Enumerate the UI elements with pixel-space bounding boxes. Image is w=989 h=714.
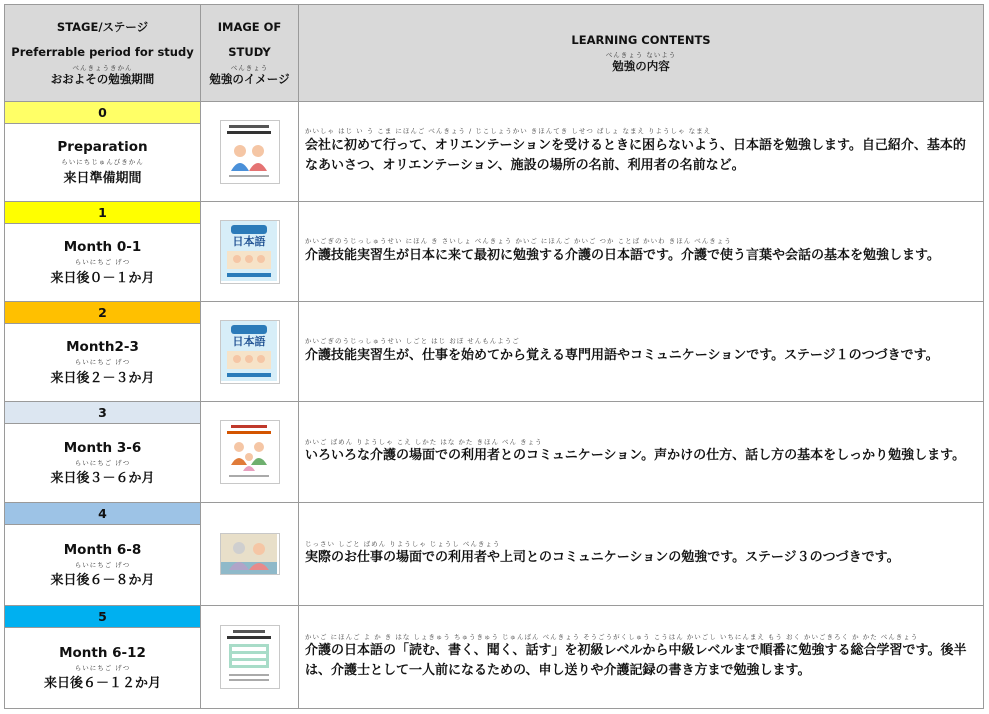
header-image-title-1: IMAGE OF xyxy=(217,19,282,34)
stage-number: 1 xyxy=(5,202,201,224)
communication-textbook-icon xyxy=(220,420,280,484)
stage-image-cell xyxy=(201,402,299,503)
header-stage-period-jp: おおよその勉強期間 xyxy=(50,71,155,86)
content-furigana: かいご ばめん りようしゃ こえ しかた はな かた きほん べん きょう xyxy=(305,437,543,446)
stage-image-cell xyxy=(201,302,299,402)
period-english: Month 0-1 xyxy=(63,239,142,256)
stage-period xyxy=(5,525,201,606)
period-furigana: らいにちご げつ xyxy=(74,358,131,367)
period-english: Month2-3 xyxy=(66,339,139,356)
stage-row xyxy=(5,503,984,525)
stage-number: 0 xyxy=(5,102,201,124)
stage-image-cell xyxy=(201,202,299,302)
svg-text:日本語: 日本語 xyxy=(232,334,265,348)
content-text: 介護の日本語の「読む、書く、聞く、話す」を初級レベルから中級レベルまで順番に勉強する総合学習です。後半は、介護士として一人前になるための、申し送りや介護記録の書き方まで勉強します。 xyxy=(305,643,967,679)
period-japanese: 来日後２－３か月 xyxy=(50,370,155,386)
header-content-title: LEARNING CONTENTS xyxy=(571,32,711,47)
kaigo-nihongo-book-icon xyxy=(220,320,280,384)
textbook-cover-icon xyxy=(220,120,280,184)
period-japanese: 来日準備期間 xyxy=(63,170,142,186)
period-furigana: らいにちご げつ xyxy=(74,663,131,672)
header-image-jp: 勉強のイメージ xyxy=(209,71,290,86)
stage-content-cell xyxy=(299,503,984,606)
stage-number: 3 xyxy=(5,402,201,424)
stage-number: 5 xyxy=(5,606,201,628)
stage-content-cell xyxy=(299,302,984,402)
stage-content-cell xyxy=(299,402,984,503)
stage-period xyxy=(5,424,201,503)
period-english: Month 3-6 xyxy=(63,439,142,456)
header-image-title-2: STUDY xyxy=(228,45,271,60)
stage-number: 4 xyxy=(5,503,201,525)
content-furigana: かいごぎのうじっしゅうせい しごと はじ おぼ せんもんようご xyxy=(305,337,520,346)
period-furigana: らいにちご げつ xyxy=(74,458,131,467)
period-furigana: らいにちご げつ xyxy=(74,560,131,569)
period-furigana: らいにちご げつ xyxy=(74,258,131,267)
period-english: Preparation xyxy=(57,139,148,156)
header-content xyxy=(299,5,984,102)
period-english: Month 6-12 xyxy=(59,644,146,661)
svg-text:日本語: 日本語 xyxy=(232,234,265,248)
period-japanese: 来日後３－６か月 xyxy=(50,471,155,487)
stage-period xyxy=(5,628,201,709)
stage-number: 2 xyxy=(5,302,201,324)
header-stage xyxy=(5,5,201,102)
content-furigana: かいご にほんご よ か き はな しょきゅう ちゅうきゅう じゅんばん べんきょう そうごうがくしゅう こうはん かいごし いちにんまえ もう おく かいごきろく か かた べんきょう xyxy=(305,632,919,641)
header-image xyxy=(201,5,299,102)
course-textbook-icon xyxy=(220,625,280,689)
stage-row xyxy=(5,202,984,224)
stage-row xyxy=(5,402,984,424)
period-english: Month 6-8 xyxy=(63,541,142,558)
header-stage-title: STAGE/ステージ xyxy=(56,19,149,34)
header-stage-period-ruby: べんきょうきかん xyxy=(72,63,133,72)
stage-image-cell xyxy=(201,503,299,606)
table-header-row xyxy=(5,5,984,102)
content-text: 実際のお仕事の場面での利用者や上司とのコミュニケーションの勉強です。ステージ３のつづきです。 xyxy=(305,550,900,566)
content-furigana: じっさい しごと ばめん りようしゃ じょうし べんきょう xyxy=(305,539,501,548)
period-furigana: らいにちじゅんびきかん xyxy=(61,158,144,167)
content-text: いろいろな介護の場面での利用者とのコミュニケーション。声かけの仕方、話し方の基本をしっかり勉強します。 xyxy=(305,448,966,464)
content-text: 会社に初めて行って、オリエンテーションを受けるときに困らないよう、日本語を勉強します。自己紹介、基本的なあいさつ、オリエンテーション、施設の場所の名前、利用者の名前など。 xyxy=(305,137,966,173)
stage-image-cell xyxy=(201,102,299,202)
content-furigana: かいごぎのうじっしゅうせい にほん き さいしょ べんきょう かいご にほんご かいご つか ことば かいわ きほん べんきょう xyxy=(305,237,732,246)
period-japanese: 来日後６－８か月 xyxy=(50,573,155,589)
stage-period xyxy=(5,224,201,302)
stage-row xyxy=(5,302,984,324)
header-image-ruby: べんきょう xyxy=(230,63,269,72)
content-text: 介護技能実習生が、仕事を始めてから覚える専門用語やコミュニケーションです。ステージ１のつづきです。 xyxy=(305,347,939,363)
stage-content-cell xyxy=(299,102,984,202)
stage-period xyxy=(5,124,201,202)
stage-content-cell xyxy=(299,202,984,302)
care-scene-photo-icon xyxy=(220,533,280,575)
study-stages-table xyxy=(4,4,984,709)
stage-content-cell xyxy=(299,606,984,709)
stage-image-cell xyxy=(201,606,299,709)
content-furigana: かいしゃ はじ い う こま にほんご べんきょう / じこしょうかい きほんてき しせつ ばしょ なまえ りようしゃ なまえ xyxy=(305,127,712,136)
header-content-ruby: べんきょう ないよう xyxy=(605,50,677,59)
stage-row xyxy=(5,102,984,124)
header-content-jp: 勉強の内容 xyxy=(612,59,670,74)
kaigo-nihongo-book-icon xyxy=(220,220,280,284)
stage-period xyxy=(5,324,201,402)
period-japanese: 来日後６－１２か月 xyxy=(43,676,161,692)
stage-row xyxy=(5,606,984,628)
content-text: 介護技能実習生が日本に来て最初に勉強する介護の日本語です。介護で使う言葉や会話の基本を勉強します。 xyxy=(305,247,940,263)
header-stage-period-en: Preferrable period for study xyxy=(11,45,194,60)
period-japanese: 来日後０－１か月 xyxy=(50,270,155,286)
